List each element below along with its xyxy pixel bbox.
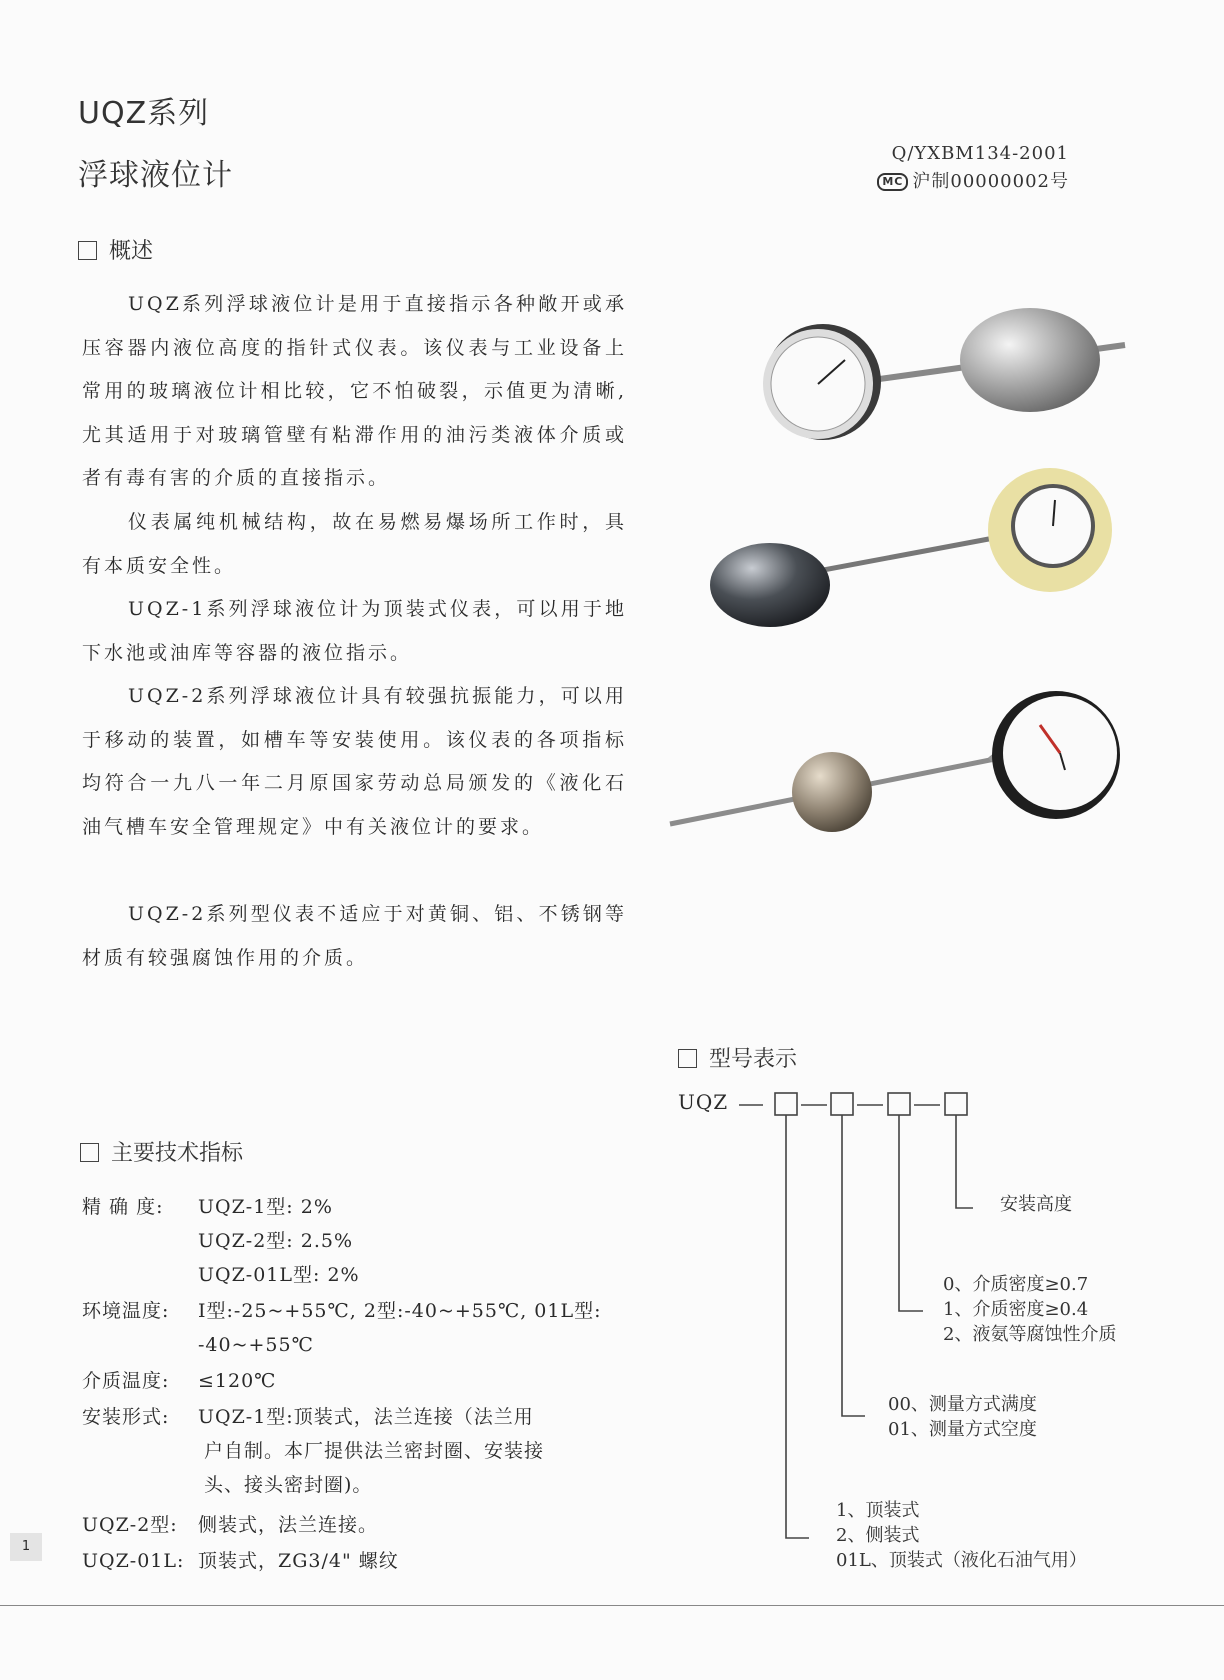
spec-env-temp-label: 环境温度: [82,1300,170,1322]
license-number: 沪制00000002号 [912,171,1069,192]
spec-accuracy-values [198,1190,360,1292]
accuracy-uqz-1: UQZ-1型: 2% [198,1196,333,1218]
env-temp-line-2: -40~+55℃ [198,1334,314,1356]
install-line-2: 户自制。本厂提供法兰密封圈、安装接 [204,1440,545,1462]
mount-option-1: 1、顶装式 [836,1500,920,1521]
spec-install-label: 安装形式: [82,1406,170,1428]
spec-medium-temp-label: 介质温度: [82,1370,170,1392]
gauge-uqz-1 [763,308,1125,440]
accuracy-uqz-2: UQZ-2型: 2.5% [198,1230,354,1252]
spec-medium-temp-value: ≤120℃ [198,1370,277,1392]
spec-uqz2-value: 侧装式，法兰连接。 [198,1514,379,1536]
mc-certification-icon: MC [877,173,908,191]
overview-paragraph-1: UQZ系列浮球液位计是用于直接指示各种敞开或承压容器内液位高度的指针式仪表。该仪表与工业设备上常用的玻璃液位计相比较，它不怕破裂，示值更为清晰,尤其适用于对玻璃管壁有粘滞作用的油污类液体介质或者有毒有害的介质的直接指示。 [82,293,627,490]
product-title: 浮球液位计 [78,158,233,193]
density-option-2: 2、液氨等腐蚀性介质 [943,1324,1117,1345]
series-title: UQZ系列 [78,96,210,131]
install-line-3: 头、接头密封圈)。 [204,1474,373,1496]
measure-option-01: 01、测量方式空度 [888,1419,1037,1440]
model-density-options [943,1272,1116,1347]
model-code-diagram [735,1088,975,1548]
gauge-uqz-01l [670,691,1120,832]
env-temp-line-1: I型:-25~+55℃, 2型:-40~+55℃, 01L型: [198,1300,602,1322]
spec-env-temp-values [198,1294,602,1362]
product-photos [660,300,1160,840]
spec-accuracy-label: 精 确 度: [82,1196,164,1218]
page-number: 1 [10,1533,42,1561]
standard-block [877,140,1069,196]
install-line-1: UQZ-1型:顶装式，法兰连接（法兰用 [198,1406,534,1428]
overview-paragraph-5: UQZ-2系列型仪表不适应于对黄铜、铝、不锈钢等材质有较强腐蚀作用的介质。 [82,903,627,969]
spec-uqz2-label: UQZ-2型: [82,1514,178,1536]
standard-number: Q/YXBM134-2001 [891,143,1069,164]
measure-option-00: 00、测量方式满度 [888,1394,1037,1415]
model-heading [678,1042,797,1073]
mount-option-01l: 01L、顶装式（液化石油气用） [836,1550,1087,1571]
checkbox-square-icon [678,1049,697,1068]
density-option-1: 1、介质密度≥0.4 [943,1299,1089,1320]
model-prefix: UQZ [678,1090,729,1114]
spec-install-values [198,1400,544,1502]
spec-uqz01l-label: UQZ-01L: [82,1550,185,1572]
overview-heading [78,234,153,265]
overview-paragraph-4: UQZ-2系列浮球液位计具有较强抗振能力，可以用于移动的装置，如槽车等安装使用。该仪表的各项指标均符合一九八一年二月原国家劳动总局颁发的《液化石油气槽车安全管理规定》中有关液位计的要求。 [82,685,627,838]
accuracy-uqz-01l: UQZ-01L型: 2% [198,1264,360,1286]
license-line [877,168,1069,196]
checkbox-square-icon [80,1143,99,1162]
specs-heading-text: 主要技术指标 [111,1141,244,1166]
checkbox-square-icon [78,241,97,260]
model-heading-text: 型号表示 [709,1047,798,1072]
overview-heading-text: 概述 [109,239,154,264]
spec-uqz01l-value: 顶装式，ZG3/4" 螺纹 [198,1550,399,1572]
mount-option-2: 2、侧装式 [836,1525,920,1546]
model-install-height: 安装高度 [1000,1194,1072,1215]
model-mount-options [836,1498,1087,1573]
overview-paragraph-2: 仪表属纯机械结构，故在易燃易爆场所工作时，具有本质安全性。 [82,511,627,577]
bottom-rule [0,1605,1224,1606]
gauge-uqz-2 [710,468,1112,627]
overview-paragraph-3: UQZ-1系列浮球液位计为顶装式仪表，可以用于地下水池或油库等容器的液位指示。 [82,598,627,664]
model-measure-options [888,1392,1037,1442]
density-option-0: 0、介质密度≥0.7 [943,1274,1089,1295]
specs-heading [80,1136,243,1167]
